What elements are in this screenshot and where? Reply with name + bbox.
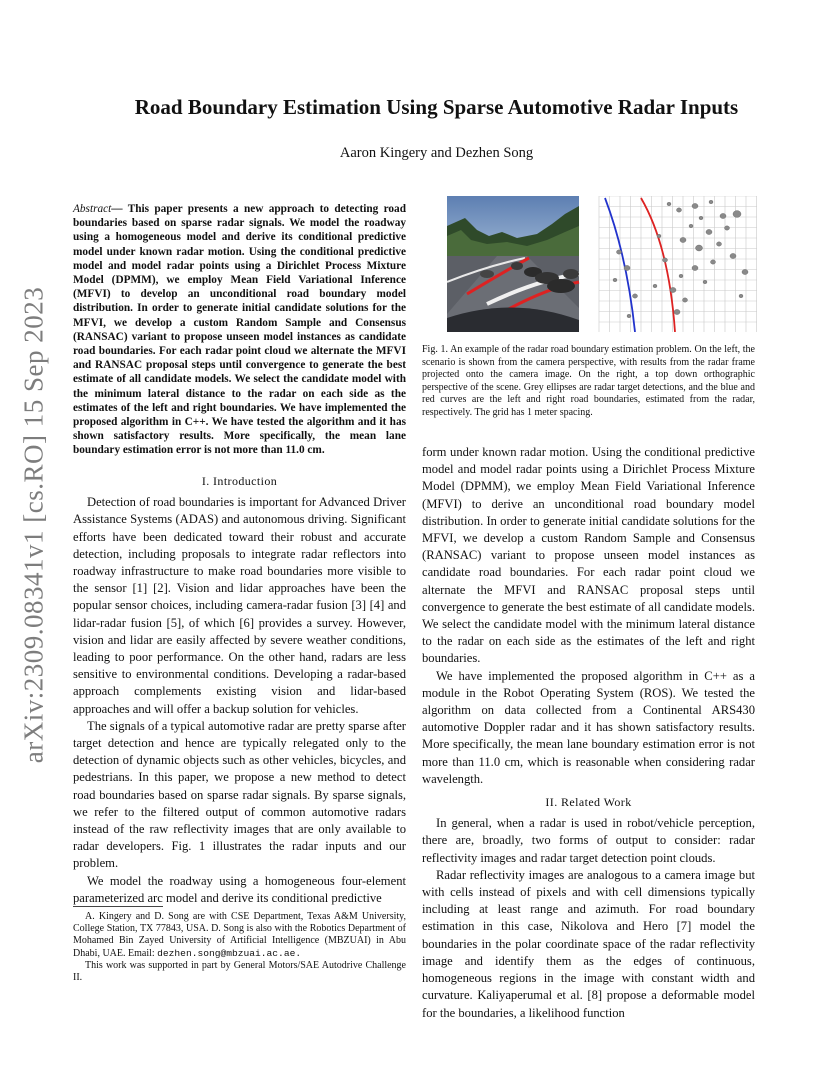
- radar-detection-ellipse: [624, 265, 630, 270]
- right-paragraph-1: form under known radar motion. Using the conditional predictive model and model radar points using a Dirichlet Process Mixture Model (DPMM), we employ Mean Field Variational Inference (MFVI) to derive an unconditional road boundary model distribution. In order to generate initial candidate solutions for the MFVI, we develop a custom Random Sample and Consensus (RANSAC) variant to propose unseen model instances as candidate road boundaries. For each radar point cloud we alternate the MFVI and RANSAC proposal steps until convergence to generate the best estimate of all candidate models. We select the candidate model with the minimum lateral distance to the radar on each side as the estimates of the left and right boundaries.: [422, 445, 755, 666]
- radar-detection-ellipse: [733, 211, 741, 218]
- radar-detection-ellipse: [692, 203, 698, 208]
- radar-detection-ellipse: [677, 208, 682, 212]
- related-work-paragraph-2: Radar reflectivity images are analogous to a camera image but with cells instead of pixels and with cell dimensions typically including at least range and azimuth. For road boundary estimation in this case, Nikolova and Hero [7] model the boundaries in the polar coordinate space of the radar reflectivity image and identify them as the edges of continuous, homogeneous regions in the image with constant width and curvature. Kaliyaperumal et al. [8] propose a deformable model for the boundaries, a likelihood function: [422, 867, 755, 1020]
- arxiv-sidebar: [14, 285, 54, 765]
- radar-detection-ellipse: [699, 216, 703, 219]
- radar-detection-ellipse: [689, 224, 693, 227]
- radar-detection-ellipse: [725, 226, 730, 230]
- radar-detection-ellipse: [706, 229, 712, 234]
- radar-detection-ellipse: [696, 245, 703, 251]
- radar-detection-ellipse: [703, 280, 707, 283]
- radar-detection-ellipse: [627, 314, 631, 317]
- radar-detection-ellipse: [667, 202, 671, 205]
- radar-detection-ellipse: [680, 237, 686, 242]
- radar-detection-ellipse: [674, 309, 680, 314]
- radar-detection-ellipse: [717, 242, 722, 246]
- radar-detection-ellipse: [613, 278, 617, 281]
- right-paragraph-2: We have implemented the proposed algorithm in C++ as a module in the Robot Operating System (ROS). We tested the algorithm on data collected from a Continental ARS430 automotive Doppler radar and it has shown satisfactory results. More specifically, the mean lane boundary estimation error is not more than 11.0 cm, which is reasonable when considering radar wavelength.: [422, 668, 755, 786]
- radar-detection-ellipse: [657, 234, 661, 237]
- top-down-radar-plot: [599, 196, 757, 332]
- section-heading-introduction: I. Introduction: [201, 474, 278, 488]
- radar-detection-ellipse: [633, 294, 638, 298]
- footnote-funding: This work was supported in part by General Motors/SAE Autodrive Challenge II.: [73, 959, 406, 984]
- arxiv-identifier: arXiv:2309.08341v1 [cs.RO] 15 Sep 2023: [18, 286, 49, 764]
- abstract-text: — This paper presents a new approach to detecting road boundaries based on sparse radar signals. We model the roadway using a homogeneous model and derive its conditional predictive model under known radar motion. Using the conditional predictive model and model radar points using a Dirichlet Process Mixture Model (DPMM), we employ Mean Field Variational Inference (MFVI) to develop an unconditional road boundary model distribution. In order to generate initial candidate solutions for the MFVI, we develop a custom Random Sample and Consensus (RANSAC) variant to propose unseen model instances as candidate road boundaries. For each radar point cloud we alternate the MFVI and RANSAC proposal steps until convergence to generate the best estimate of all candidate models. We select the candidate model with the minimum lateral distance to the radar on each side as the estimates of the left and right boundaries. We have implemented the proposed algorithm in C++. We have tested the algorithm and it has shown satisfactory results. More specifically, the mean lane boundary estimation error is not more than 11.0 cm.: [73, 203, 406, 457]
- introduction-section: [73, 467, 406, 907]
- radar-detection-ellipse: [663, 258, 668, 262]
- radar-detection-ellipse: [709, 200, 713, 203]
- radar-detection-ellipse: [711, 260, 716, 264]
- related-work-paragraph-1: In general, when a radar is used in robot/vehicle perception, there are, broadly, two forms of output to consider: radar reflectivity images and radar target detection point clouds.: [422, 816, 755, 865]
- intro-paragraph-3: We model the roadway using a homogeneous four-element parameterized arc model and derive its conditional predictive: [73, 873, 406, 905]
- radar-detection-ellipse: [730, 253, 736, 258]
- camera-view-image: [447, 196, 579, 332]
- section-heading-related-work: II. Related Work: [545, 795, 632, 810]
- figure-1-caption: Fig. 1. An example of the radar road boundary estimation problem. On the left, the scenario is shown from the camera perspective, with results from the radar frame projected onto the camera image. On the right, a top down orthographic perspective of the scene. Grey ellipses are radar target detections, and the blue and red curves are the left and right road boundaries, estimated from the radar, respectively. The grid has 1 meter spacing.: [422, 344, 755, 418]
- intro-paragraph-1: Detection of road boundaries is important for Advanced Driver Assistance Systems (ADAS) and autonomous driving. Significant efforts have been dedicated toward their robust and accurate detection, including proposals to integrate radar reflectors into roadway infrastructure to make road boundaries more visible to the sensor [1] [2]. Vision and lidar approaches have been the popular sensor choices, including camera-radar fusion [3] [4] and lidar-radar fusion [5], of which [6] provides a survey. However, vision and lidar are easily affected by severe weather conditions, leading to poor performance. On the other hand, radars are less sensitive to environmental conditions. Developing a radar-based approach complements existing vision and lidar-based approaches and will offer a backup solution for vehicles.: [73, 495, 406, 716]
- footnote-email: dezhen.song@mbzuai.ac.ae.: [157, 947, 302, 959]
- radar-detection-ellipse: [683, 298, 688, 302]
- footnote-affiliation-text: A. Kingery and D. Song are with CSE Department, Texas A&M University, College Station, TX 77843, USA. D. Song is also with the Robotics Department of Mohamed Bin Zayed University of Artificial Intelligence (MBZUAI) in Abu Dhabi, UAE. Email:: [73, 911, 406, 959]
- intro-paragraph-2: The signals of a typical automotive radar are pretty sparse after target detection and hence are typically relegated only to the detection of dynamic objects such as other vehicles, bicycles, and pedestrians. In this paper, we propose a new method to detect road boundaries based on sparse radar signals. By sparse signals, we refer to the filtered output of common automotive radars instead of the raw reflectivity images that are only available to radar developers. Fig. 1 illustrates the radar inputs and our problem.: [73, 718, 406, 871]
- abstract-label: Abstract: [73, 203, 112, 215]
- radar-detection-ellipse: [720, 213, 726, 218]
- radar-detection-ellipse: [739, 294, 743, 297]
- paper-authors: Aaron Kingery and Dezhen Song: [339, 145, 534, 161]
- footnote-rule: [73, 906, 163, 907]
- radar-detection-ellipse: [679, 274, 683, 277]
- footnote: [73, 906, 406, 984]
- radar-detection-ellipse: [617, 250, 622, 254]
- right-column: [422, 444, 755, 1022]
- radar-detection-ellipse: [653, 284, 657, 287]
- paper-title: Road Boundary Estimation Using Sparse Automotive Radar Inputs: [134, 95, 739, 119]
- radar-detection-ellipse: [742, 269, 748, 274]
- abstract: [73, 202, 406, 458]
- radar-detection-ellipse: [692, 265, 698, 270]
- footnote-affiliation: [73, 911, 406, 960]
- radar-detection-ellipse: [670, 287, 676, 292]
- figure-1: [447, 196, 757, 332]
